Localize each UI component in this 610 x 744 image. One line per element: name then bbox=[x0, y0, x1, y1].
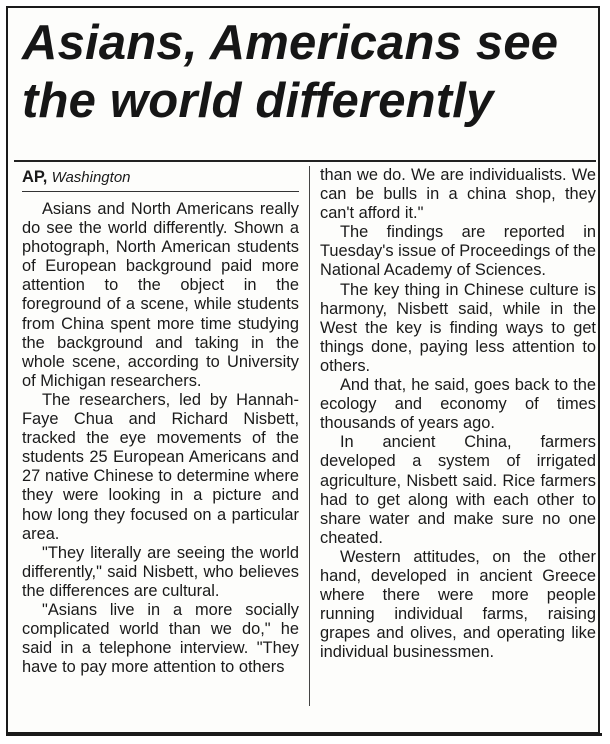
paragraph: In ancient China, farmers developed a system of irrigated agriculture, Nisbett said. Rice farmers had to get along with each other to share water and make sure no one cheated. bbox=[320, 433, 596, 547]
byline-location: Washington bbox=[51, 169, 131, 186]
column-divider bbox=[309, 166, 310, 706]
paragraph: "Asians live in a more socially complicated world than we do," he said in a telephone interview. "They have to pay more attention to others bbox=[22, 600, 299, 677]
paragraph-continued: than we do. We are individualists. We can be bulls in a china shop, they can't afford it." bbox=[320, 166, 596, 223]
paragraph: The key thing in Chinese culture is harmony, Nisbett said, while in the West the key is finding ways to get things done, paying less attention to others. bbox=[320, 280, 596, 375]
paragraph: The researchers, led by Hannah-Faye Chua and Richard Nisbett, tracked the eye movements of the students 25 European Americans and 27 native Chinese to determine where they were looking in a picture and how long they focused on a particular area. bbox=[22, 390, 299, 543]
paragraph: The findings are reported in Tuesday's issue of Proceedings of the National Academy of Sciences. bbox=[320, 223, 596, 280]
headline-line-1: Asians, Americans see bbox=[22, 16, 559, 70]
byline bbox=[22, 166, 299, 189]
byline-agency: AP, bbox=[22, 168, 48, 186]
headline bbox=[22, 14, 592, 130]
headline-rule bbox=[14, 160, 596, 162]
headline-line-2: the world differently bbox=[22, 74, 494, 128]
paragraph: "They literally are seeing the world differently," said Nisbett, who believes the differences are cultural. bbox=[22, 543, 299, 600]
bottom-border bbox=[6, 733, 602, 736]
paragraph: And that, he said, goes back to the ecology and economy of times thousands of years ago. bbox=[320, 376, 596, 433]
paragraph: Asians and North Americans really do see the world differently. Shown a photograph, North American students of European background paid more attention to the object in the foreground of a scene, while students from China spent more time studying the background and taking in the whole scene, according to University of Michigan researchers. bbox=[22, 200, 299, 390]
byline-rule bbox=[22, 191, 299, 192]
article-column-left bbox=[22, 166, 299, 677]
article-column-right bbox=[320, 166, 596, 662]
paragraph: Western attitudes, on the other hand, developed in ancient Greece where there were more people running individual farms, raising grapes and olives, and operating like individual businessmen. bbox=[320, 547, 596, 662]
